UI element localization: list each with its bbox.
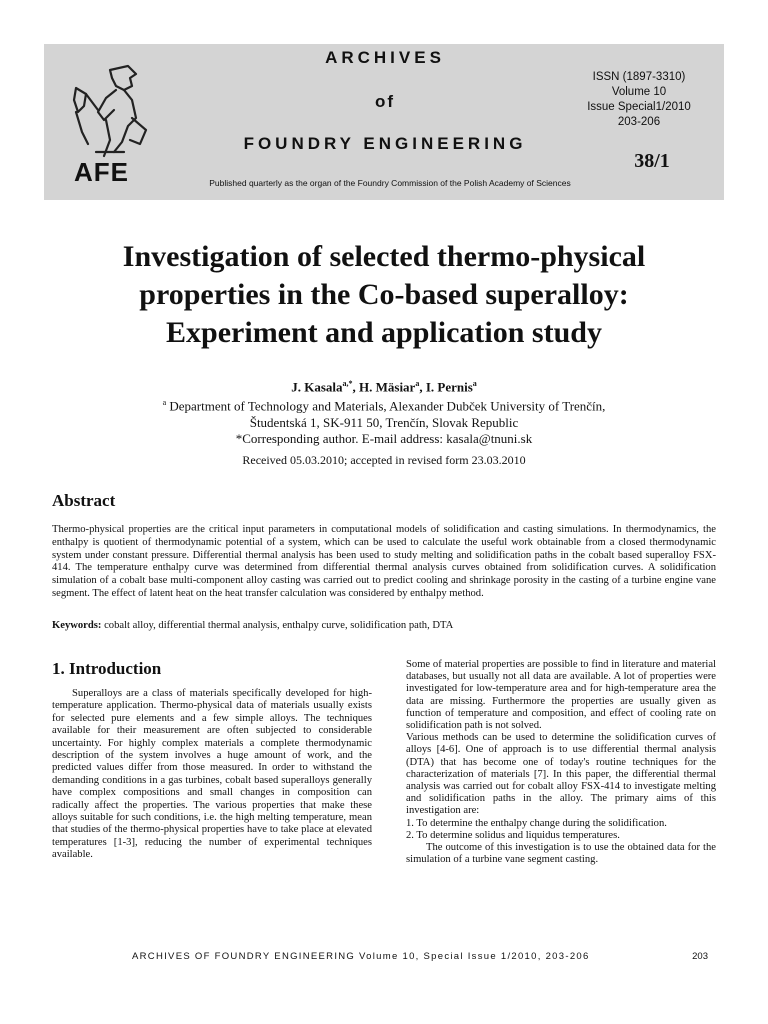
issn: ISSN (1897-3310): [592, 71, 686, 83]
received-dates: Received 05.03.2010; accepted in revised form 23.03.2010: [242, 453, 526, 467]
published-line: Published quarterly as the organ of the Foundry Commission of the Polish Academy of Sciences: [209, 178, 571, 188]
keywords-list: cobalt alloy, differential thermal analysis, enthalpy curve, solidification path, DTA: [101, 620, 454, 631]
author-2: , H. Mäsiar: [352, 379, 416, 395]
author-3-sup: a: [472, 379, 477, 388]
foundry-worker-logo-icon: [70, 60, 160, 185]
keywords-label: Keywords:: [52, 620, 102, 631]
affiliation-text: Department of Technology and Materials, Alexander Dubček University of Trenčín,: [166, 398, 606, 414]
author-2-sup: a: [415, 379, 420, 388]
corresponding-author: *Corresponding author. E-mail address: kasala@tnuni.sk: [235, 430, 533, 446]
footer-citation: ARCHIVES OF FOUNDRY ENGINEERING Volume 10, Special Issue 1/2010, 203-206: [132, 951, 590, 962]
intro-paragraph-2: Some of material properties are possible to find in literature and material databases, but usually not all data are available. A lot of properties were investigated for low-temperature area and for high-temperature area the data are missing. Furthermore the properties are usually given as function of temperature and composition, and effect of cooling rate on solidification path is not solved.: [406, 659, 716, 732]
journal-title-line3: FOUNDRY ENGINEERING: [243, 134, 527, 153]
journal-title-line1: ARCHIVES: [325, 48, 445, 67]
logo-text: AFE: [74, 157, 129, 185]
author-1-sup: a,*: [342, 379, 353, 388]
issue-info: [580, 70, 698, 130]
abstract-heading: Abstract: [52, 491, 116, 510]
paper-title: Investigation of selected thermo-physical properties in the Co-based superalloy: Experiment and application study: [122, 240, 646, 349]
afe-logo: [70, 60, 160, 185]
author-1: J. Kasala: [291, 379, 343, 395]
keywords: [52, 620, 716, 631]
affiliation-line2: Študentská 1, SK-911 50, Trenčín, Slovak Republic: [249, 414, 519, 430]
intro-paragraph-3: Various methods can be used to determine the solidification curves of alloys [4-6]. One of approach is to use differential thermal analysis (DTA) that has become one of today's routine techniques for the characterization of materials [7]. In this paper, the differential thermal analysis was carried out for cobalt alloy FSX-414 to investigate melting and solidification paths in the alloy. The primary aims of this investigation are:: [406, 732, 716, 817]
introduction-column-left: Superalloys are a class of materials specifically developed for high-temperature application. Thermo-physical data of materials usually exists for selected pure elements and a few simple alloys. The techniques available for their measurement are often subjected to considerable uncertainty. For highly complex materials a complete thermodynamic description of the system involves a huge amount of work, and the predicted values differ from those measured. In order to withstand the demanding conditions in a gas turbines, cobalt based superalloys generally have complex compositions and small changes in composition can radically affect the properties. The various properties that make these alloys suitable for such conditions, i.e. the high melting temperature, mean that studies of the thermo-physical properties have to take place at elevated temperatures [1-3], reducing the number of experimental techniques available.: [52, 688, 372, 861]
author-block: [100, 376, 668, 447]
issue: Issue Special1/2010: [587, 101, 691, 113]
page-number: 203: [692, 951, 708, 962]
page-range: 203-206: [617, 116, 661, 128]
abstract-text: Thermo-physical properties are the critical input parameters in computational models of solidification and casting simulations. In thermodynamics, the enthalpy is quotient of thermodynamic potential of a system, which can be used to calculate the useful work obtainable from a closed thermodynamic system under constant pressure. Differential thermal analysis has been used to study melting and solidification paths in the cobalt based superalloy FSX-414. The temperature enthalpy curve was determined from differential thermal analysis curves obtained from solidification curves. A solidification simulation of a cobalt base multi-component alloy casting was carried out to predict cooling and shrinkage porosity in the casting of a turbine engine vane segment. The effect of latent heat on the heat transfer calculation was considered by enthalpy method.: [52, 524, 716, 599]
affiliation-sup: a: [162, 398, 167, 408]
volume: Volume 10: [611, 86, 667, 98]
author-names: [100, 376, 668, 395]
affiliation-line1: [100, 395, 668, 414]
article-number: 38/1: [634, 150, 670, 172]
introduction-heading: 1. Introduction: [52, 659, 162, 678]
aim-item-2: 2. To determine solidus and liquidus temperatures.: [406, 829, 620, 841]
journal-title-line2: of: [374, 92, 396, 111]
author-3: , I. Pernis: [419, 379, 473, 395]
introduction-column-right: [406, 659, 716, 866]
intro-paragraph-4: The outcome of this investigation is to use the obtained data for the simulation of a turbine vane segment casting.: [406, 842, 716, 866]
aim-item-1: 1. To determine the enthalpy change during the solidification.: [406, 817, 667, 829]
